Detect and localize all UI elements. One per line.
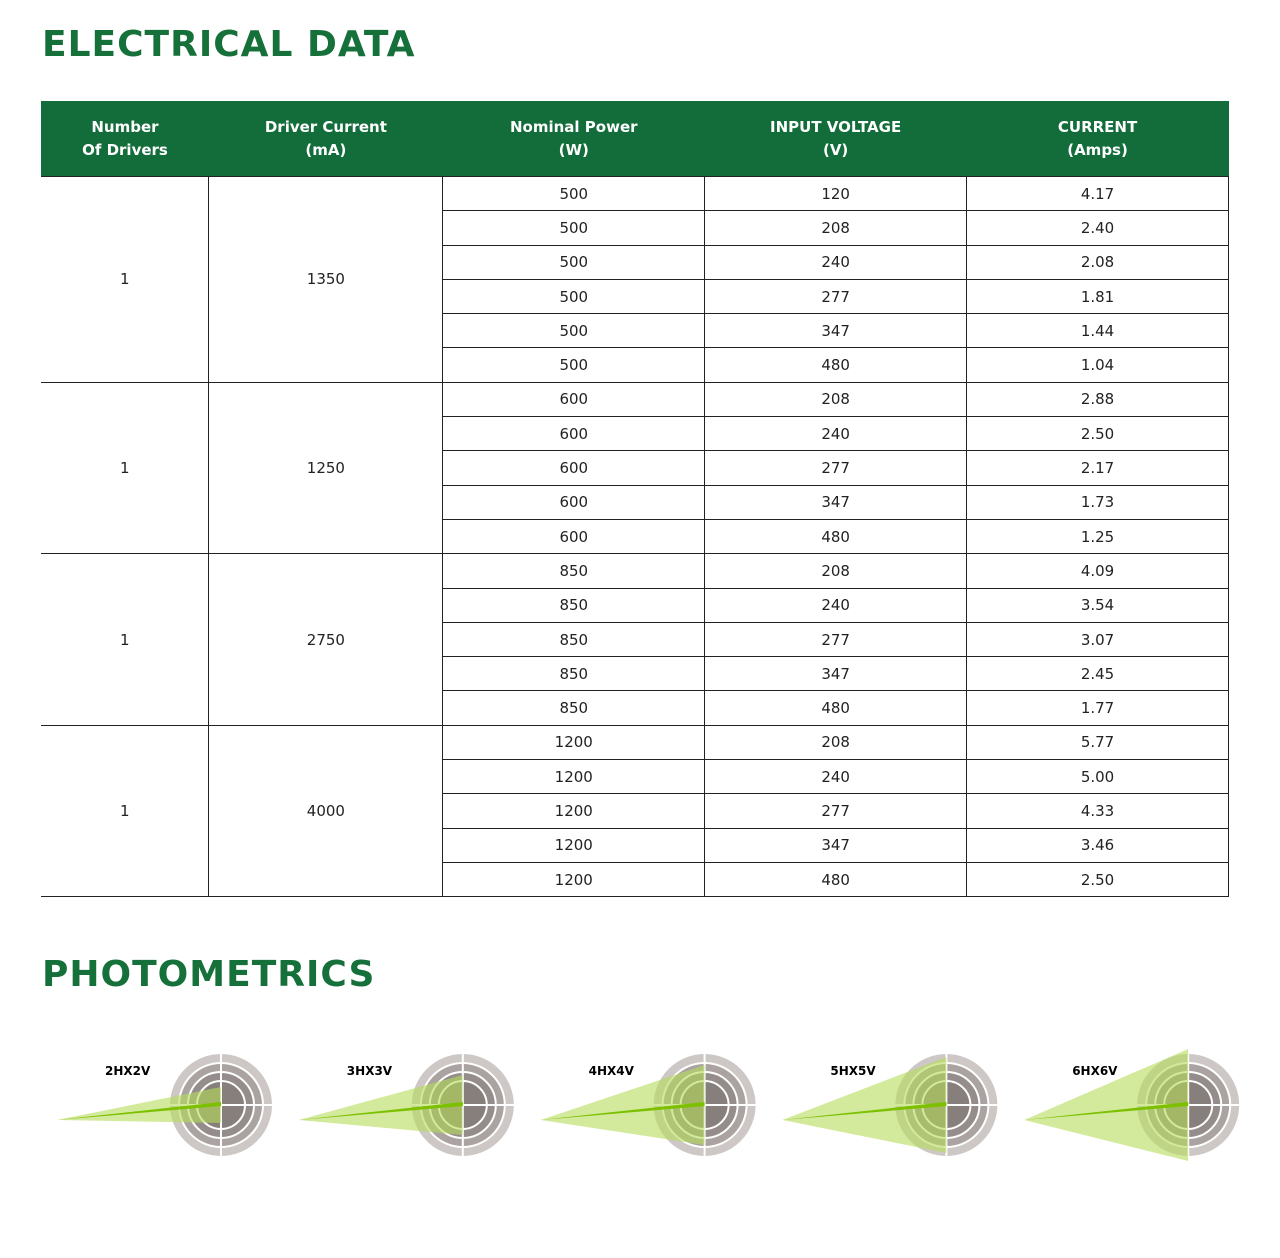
current-amps: 5.00 bbox=[967, 760, 1229, 794]
nominal-power: 600 bbox=[443, 519, 705, 553]
nominal-power: 1200 bbox=[443, 725, 705, 759]
current-amps: 1.25 bbox=[967, 519, 1229, 553]
input-voltage: 240 bbox=[705, 245, 967, 279]
column-header bbox=[41, 101, 209, 177]
input-voltage: 208 bbox=[705, 725, 967, 759]
electrical-data-table bbox=[41, 101, 1229, 897]
column-header-line: (V) bbox=[822, 140, 849, 159]
current-amps: 5.77 bbox=[967, 725, 1229, 759]
nominal-power: 500 bbox=[443, 348, 705, 382]
input-voltage: 208 bbox=[705, 554, 967, 588]
nominal-power: 500 bbox=[443, 279, 705, 313]
nominal-power: 600 bbox=[443, 485, 705, 519]
input-voltage: 480 bbox=[705, 862, 967, 896]
input-voltage: 277 bbox=[705, 622, 967, 656]
photometrics-diagrams bbox=[0, 1040, 1280, 1180]
input-voltage: 347 bbox=[705, 657, 967, 691]
column-header bbox=[967, 101, 1229, 177]
input-voltage: 480 bbox=[705, 691, 967, 725]
input-voltage: 208 bbox=[705, 382, 967, 416]
nominal-power: 850 bbox=[443, 622, 705, 656]
input-voltage: 120 bbox=[705, 177, 967, 211]
table-header bbox=[41, 101, 1229, 177]
nominal-power: 600 bbox=[443, 417, 705, 451]
table-row bbox=[41, 725, 1229, 759]
beam-label: 4HX4V bbox=[588, 1064, 634, 1078]
driver-current: 4000 bbox=[209, 725, 443, 896]
nominal-power: 1200 bbox=[443, 794, 705, 828]
input-voltage: 277 bbox=[705, 279, 967, 313]
current-amps: 4.33 bbox=[967, 794, 1229, 828]
driver-current: 2750 bbox=[209, 554, 443, 725]
nominal-power: 500 bbox=[443, 245, 705, 279]
column-header bbox=[705, 101, 967, 177]
input-voltage: 240 bbox=[705, 588, 967, 622]
column-header bbox=[209, 101, 443, 177]
photometrics-title: PHOTOMETRICS bbox=[42, 954, 376, 995]
current-amps: 3.07 bbox=[967, 622, 1229, 656]
input-voltage: 347 bbox=[705, 828, 967, 862]
input-voltage: 277 bbox=[705, 451, 967, 485]
beam-diagram bbox=[57, 1052, 274, 1158]
current-amps: 1.81 bbox=[967, 279, 1229, 313]
current-amps: 2.17 bbox=[967, 451, 1229, 485]
column-header-line: (Amps) bbox=[1067, 140, 1128, 159]
nominal-power: 850 bbox=[443, 657, 705, 691]
column-header-line: CURRENT bbox=[1057, 117, 1138, 136]
driver-current: 1250 bbox=[209, 382, 443, 553]
current-amps: 1.73 bbox=[967, 485, 1229, 519]
table-row bbox=[41, 554, 1229, 588]
current-amps: 2.88 bbox=[967, 382, 1229, 416]
current-amps: 3.54 bbox=[967, 588, 1229, 622]
input-voltage: 480 bbox=[705, 519, 967, 553]
nominal-power: 850 bbox=[443, 588, 705, 622]
column-header-line: Nominal Power bbox=[510, 117, 638, 136]
column-header-line: (mA) bbox=[305, 140, 347, 159]
beam-label: 3HX3V bbox=[346, 1064, 393, 1078]
number-of-drivers: 1 bbox=[41, 382, 209, 553]
column-header-line: Of Drivers bbox=[82, 140, 168, 159]
beam-diagram bbox=[1024, 1049, 1241, 1161]
column-header-line: Driver Current bbox=[264, 117, 387, 136]
beam-diagram bbox=[299, 1052, 516, 1158]
current-amps: 1.77 bbox=[967, 691, 1229, 725]
input-voltage: 480 bbox=[705, 348, 967, 382]
nominal-power: 600 bbox=[443, 451, 705, 485]
current-amps: 3.46 bbox=[967, 828, 1229, 862]
input-voltage: 240 bbox=[705, 417, 967, 451]
beam-label: 5HX5V bbox=[830, 1064, 876, 1078]
column-header-line: Number bbox=[91, 117, 159, 136]
current-amps: 2.50 bbox=[967, 417, 1229, 451]
input-voltage: 347 bbox=[705, 314, 967, 348]
current-amps: 2.50 bbox=[967, 862, 1229, 896]
input-voltage: 240 bbox=[705, 760, 967, 794]
column-header-line: INPUT VOLTAGE bbox=[770, 117, 902, 136]
nominal-power: 500 bbox=[443, 177, 705, 211]
current-amps: 1.44 bbox=[967, 314, 1229, 348]
input-voltage: 277 bbox=[705, 794, 967, 828]
input-voltage: 347 bbox=[705, 485, 967, 519]
table-row bbox=[41, 382, 1229, 416]
number-of-drivers: 1 bbox=[41, 725, 209, 896]
input-voltage: 208 bbox=[705, 211, 967, 245]
nominal-power: 1200 bbox=[443, 828, 705, 862]
beam-diagram bbox=[541, 1052, 758, 1158]
current-amps: 2.08 bbox=[967, 245, 1229, 279]
current-amps: 4.09 bbox=[967, 554, 1229, 588]
nominal-power: 1200 bbox=[443, 760, 705, 794]
column-header bbox=[443, 101, 705, 177]
nominal-power: 850 bbox=[443, 691, 705, 725]
current-amps: 1.04 bbox=[967, 348, 1229, 382]
nominal-power: 600 bbox=[443, 382, 705, 416]
beam-diagram bbox=[782, 1052, 999, 1158]
beam-label: 2HX2V bbox=[105, 1064, 151, 1078]
nominal-power: 1200 bbox=[443, 862, 705, 896]
nominal-power: 500 bbox=[443, 211, 705, 245]
number-of-drivers: 1 bbox=[41, 554, 209, 725]
electrical-data-title: ELECTRICAL DATA bbox=[42, 24, 416, 65]
current-amps: 4.17 bbox=[967, 177, 1229, 211]
nominal-power: 500 bbox=[443, 314, 705, 348]
beam-label: 6HX6V bbox=[1072, 1064, 1118, 1078]
driver-current: 1350 bbox=[209, 177, 443, 383]
column-header-line: (W) bbox=[558, 140, 589, 159]
nominal-power: 850 bbox=[443, 554, 705, 588]
table-row bbox=[41, 177, 1229, 211]
current-amps: 2.40 bbox=[967, 211, 1229, 245]
current-amps: 2.45 bbox=[967, 657, 1229, 691]
number-of-drivers: 1 bbox=[41, 177, 209, 383]
